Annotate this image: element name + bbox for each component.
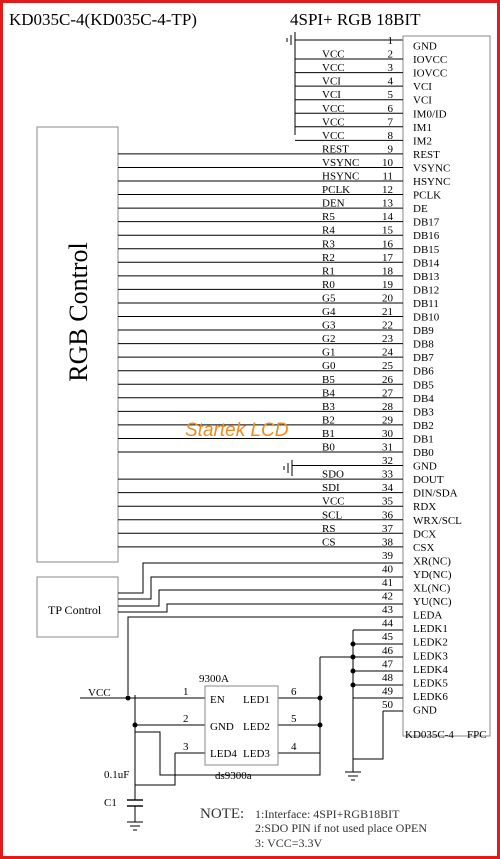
pin-name: IM1: [413, 121, 432, 134]
pin-name: LEDK3: [413, 650, 448, 663]
pin-signal-label: R2: [322, 251, 335, 264]
watermark-logo: Startek LCD: [185, 420, 289, 441]
driver-pin-num-3: 3: [183, 741, 189, 753]
pin-name: LEDK2: [413, 636, 448, 649]
pin-number: 43: [382, 604, 393, 617]
pin-signal-label: VCC: [322, 102, 345, 115]
driver-pin-num-6: 6: [291, 686, 297, 698]
pin-signal-label: G1: [322, 346, 336, 359]
pin-name: WRX/SCL: [413, 514, 462, 527]
connector-label: KD035C-4: [405, 729, 454, 741]
pin-name: YU(NC): [413, 596, 452, 609]
tp-control-label: TP Control: [48, 603, 102, 617]
pin-name: IM0/ID: [413, 108, 447, 121]
model-title: KD035C-4(KD035C-4-TP): [9, 10, 197, 29]
driver-part-label: 9300A: [199, 673, 229, 685]
fpc-label: FPC: [467, 729, 487, 741]
pin-number: 9: [387, 143, 393, 156]
pin-name: DIN/SDA: [413, 487, 458, 500]
pin-number: 5: [387, 89, 393, 102]
pin-number: 32: [382, 455, 393, 468]
driver-pin-num-4: 4: [291, 741, 297, 753]
pin-number: 14: [382, 211, 393, 224]
pin-name: PCLK: [413, 189, 442, 202]
pin-name: LEDK1: [413, 623, 448, 636]
pin-number: 44: [382, 617, 393, 630]
pin-signal-label: G2: [322, 333, 336, 346]
pin-name: IOVCC: [413, 54, 448, 67]
pin-name: DB16: [413, 230, 440, 243]
pin-number: 30: [382, 427, 393, 440]
pin-name: XR(NC): [413, 555, 451, 568]
pin-number: 10: [382, 156, 393, 169]
driver-pin-gnd: GND: [210, 721, 234, 733]
pin-number: 35: [382, 495, 393, 508]
note-line-3: 3: VCC=3.3V: [255, 836, 323, 850]
pin-signal-label: PCLK: [322, 184, 351, 197]
pin-name: VCI: [413, 81, 432, 94]
pin-number: 19: [382, 278, 393, 291]
note-line-2: 2:SDO PIN if not used place OPEN: [255, 821, 427, 835]
pin-name: DB7: [413, 352, 434, 365]
pin-name: GND: [413, 40, 437, 53]
pin-number: 4: [387, 75, 393, 88]
pin-number: 1: [387, 35, 393, 47]
pin-number: 17: [382, 251, 393, 264]
pin-number: 21: [382, 306, 393, 318]
pin-signal-label: B0: [322, 441, 335, 454]
interface-title: 4SPI+ RGB 18BIT: [290, 10, 421, 29]
pin-name: CSX: [413, 541, 435, 554]
pin-signal-label: B4: [322, 387, 335, 400]
pin-number: 46: [382, 644, 393, 657]
pin-name: DB5: [413, 379, 434, 392]
driver-pin-led4: LED4: [210, 748, 237, 760]
pin-row: [118, 469, 444, 487]
ground-symbol-driver: [345, 772, 361, 780]
pin-number: 3: [387, 62, 393, 75]
pin-signal-label: CS: [322, 536, 336, 549]
pin-number: 20: [382, 292, 393, 305]
pin-name: DB10: [413, 311, 440, 324]
pin-name: DOUT: [413, 474, 444, 487]
pin-number: 24: [382, 346, 393, 359]
driver-vcc-label: VCC: [88, 687, 111, 699]
pin-name: DB3: [413, 406, 434, 419]
pin-signal-label: DEN: [322, 197, 345, 210]
pin-signal-label: G5: [322, 292, 336, 305]
pin-name: LEDK6: [413, 690, 448, 703]
pin-number: 34: [382, 482, 393, 495]
pin-number: 38: [382, 536, 393, 549]
pin-number: 29: [382, 414, 393, 427]
pin-name: DB4: [413, 392, 434, 405]
pin-signal-label: G3: [322, 319, 336, 332]
pin-number: 36: [382, 509, 393, 522]
ground-symbol-pin32: [284, 460, 292, 476]
note-title: NOTE:: [200, 806, 245, 822]
pin-name: DB14: [413, 257, 440, 270]
pin-signal-label: B5: [322, 373, 335, 386]
pin-name: DB6: [413, 365, 434, 378]
pin-signal-label: R4: [322, 224, 335, 237]
pin-name: DB12: [413, 284, 440, 297]
pin-name: LEDK4: [413, 663, 448, 676]
pin-name: VCI: [413, 94, 432, 107]
ground-symbol-top: [287, 32, 403, 48]
pin-number: 23: [382, 333, 393, 346]
driver-pin-en: EN: [210, 694, 225, 706]
pin-number: 26: [382, 373, 393, 386]
ground-symbol-cap: [127, 806, 143, 830]
pin-name: DB11: [413, 297, 439, 310]
pin-name: VSYNC: [413, 162, 451, 175]
pin-number: 37: [382, 522, 393, 535]
pin-name: LEDA: [413, 609, 443, 622]
pin-signal-label: R3: [322, 238, 335, 251]
pin-name: RDX: [413, 501, 437, 514]
pin-signal-label: B2: [322, 414, 335, 427]
pin-number: 18: [382, 265, 393, 278]
pin-name: DB17: [413, 216, 440, 229]
pin-signal-label: REST: [322, 143, 349, 156]
pin-name: DB8: [413, 338, 434, 351]
pin-name: IOVCC: [413, 67, 448, 80]
driver-pin-led2: LED2: [243, 721, 270, 733]
pin-number: 39: [382, 549, 393, 562]
pin-signal-label: VCC: [322, 495, 345, 508]
pin-signal-label: VCI: [322, 89, 341, 102]
pin-name: LEDK5: [413, 677, 448, 690]
pin-name: DB0: [413, 447, 434, 459]
pin-signal-label: VCC: [322, 48, 345, 61]
pin-signal-label: B1: [322, 427, 335, 440]
pin-number: 40: [382, 563, 393, 576]
driver-pin-led3: LED3: [243, 748, 270, 760]
pin-signal-label: SDO: [322, 468, 345, 481]
pin-number: 31: [382, 441, 393, 454]
cap-name: C1: [104, 797, 117, 809]
tp-wires: [118, 563, 403, 612]
pin-name: GND: [413, 704, 437, 717]
pin-number: 27: [382, 387, 393, 400]
pin-number: 16: [382, 238, 393, 251]
pin-signal-label: R1: [322, 265, 335, 278]
rgb-control-label: RGB Control: [64, 242, 93, 382]
pin-number: 6: [387, 102, 393, 115]
pin-signal-label: G4: [322, 306, 336, 318]
pin-number: 8: [387, 129, 393, 142]
pin-signal-label: G0: [322, 360, 336, 373]
pin-signal-label: RS: [322, 522, 336, 535]
cap-value: 0.1uF: [104, 769, 130, 781]
pin-number: 33: [382, 468, 393, 481]
pin-number: 22: [382, 319, 393, 332]
driver-chip-label: ds9300a: [215, 770, 252, 782]
pin-number: 50: [382, 698, 393, 711]
pin-signal-label: VCC: [322, 129, 345, 142]
note-line-1: 1:Interface: 4SPI+RGB18BIT: [255, 807, 400, 821]
pin-number: 25: [382, 360, 393, 373]
pin-number: 47: [382, 658, 393, 671]
pin-number: 11: [382, 170, 393, 183]
pin-number: 45: [382, 631, 393, 644]
pin-signal-label: VSYNC: [322, 156, 360, 169]
driver-pin-num-2: 2: [183, 713, 189, 725]
pin-signal-label: HSYNC: [322, 170, 360, 183]
capacitor-c1: [127, 800, 143, 806]
pin-name: DB9: [413, 325, 434, 338]
pin-name: REST: [413, 148, 440, 161]
pin-number: 42: [382, 590, 393, 603]
pin-row: [118, 171, 450, 189]
pin-signal-label: R0: [322, 278, 335, 291]
pin-signal-label: VCI: [322, 75, 341, 88]
pin-row: [118, 157, 450, 175]
pin-signal-label: VCC: [322, 62, 345, 75]
pin-name: DB13: [413, 270, 440, 283]
pin-number: 15: [382, 224, 393, 237]
pin-name: DB15: [413, 243, 440, 256]
driver-pin-num-5: 5: [291, 713, 297, 725]
pin-name: DB1: [413, 433, 434, 446]
driver-pin-led1: LED1: [243, 694, 270, 706]
pin-number: 2: [387, 48, 393, 61]
pin-number: 49: [382, 685, 393, 698]
pin-name: GND: [413, 460, 437, 473]
pin-signal-label: B3: [322, 400, 335, 413]
pin-name: DE: [413, 203, 428, 216]
pin-signal-label: R5: [322, 211, 335, 224]
driver-pin-num-1: 1: [183, 686, 189, 698]
pin-name: XL(NC): [413, 582, 451, 595]
pin-name: IM2: [413, 135, 432, 148]
pin-number: 7: [387, 116, 393, 129]
pin-number: 13: [382, 197, 393, 210]
pin-name: DCX: [413, 528, 437, 541]
pin-signal-label: SDI: [322, 482, 340, 495]
pin-signal-label: VCC: [322, 116, 345, 129]
pin-number: 48: [382, 671, 393, 684]
pin-name: YD(NC): [413, 568, 452, 581]
pin-number: 28: [382, 400, 393, 413]
pin-name: HSYNC: [413, 176, 451, 188]
pin-signal-label: SCL: [322, 509, 343, 522]
pin-number: 12: [382, 184, 393, 197]
pin-number: 41: [382, 577, 393, 589]
pin-name: DB2: [413, 419, 434, 432]
